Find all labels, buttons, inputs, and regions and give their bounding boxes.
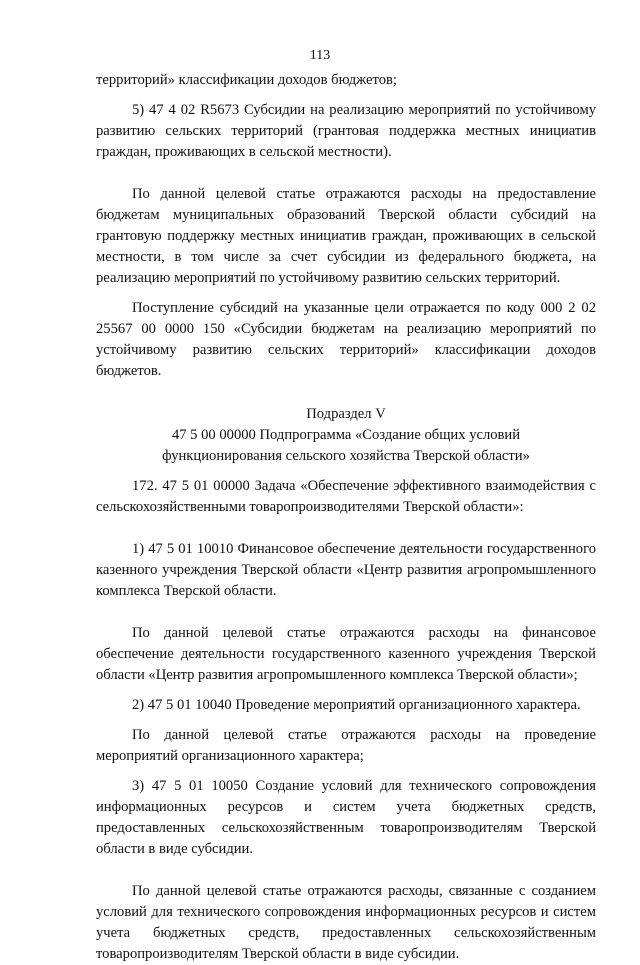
- document-body: [96, 70, 596, 965]
- subsection-title: Подраздел V: [306, 406, 386, 422]
- paragraph-expenses-technical: По данной целевой статье отражаются расходы, связанные с созданием условий для технического сопровождения информационных ресурсов и систем учета бюджетных средств, предоставленных сельскохозяйственным товаропроизводителям Тверской области в виде субсидии.: [96, 883, 596, 962]
- paragraph-task-172: 172. 47 5 01 00000 Задача «Обеспечение эффективного взаимодействия с сельскохозяйственными товаропроизводителями Тверской области»:: [96, 478, 596, 515]
- paragraph-expenses-organizational: По данной целевой статье отражаются расходы на проведение мероприятий организационного характера;: [96, 727, 596, 764]
- subsection-subprogram-cont: функционирования сельского хозяйства Тверской области»: [162, 448, 530, 464]
- paragraph-item-2: 2) 47 5 01 10040 Проведение мероприятий организационного характера.: [132, 697, 581, 713]
- paragraph-item-5: 5) 47 4 02 R5673 Субсидии на реализацию мероприятий по устойчивому развитию сельских территорий (грантовая поддержка местных инициатив граждан, проживающих в сельской местности).: [96, 102, 596, 160]
- subsection-heading: [96, 404, 596, 467]
- page-number: 113: [309, 48, 331, 63]
- paragraph-continuation: территорий» классификации доходов бюджетов;: [96, 72, 397, 88]
- paragraph-item-3: 3) 47 5 01 10050 Создание условий для технического сопровождения информационных ресурсов и систем учета бюджетных средств, предоставленных сельскохозяйственным товаропроизводителям Тверской области в виде субсидии.: [96, 778, 596, 857]
- paragraph-revenue-code: Поступление субсидий на указанные цели отражается по коду 000 2 02 25567 00 0000 150 «Субсидии бюджетам на реализацию мероприятий по устойчивому развитию сельских территорий» классификации доходов бюджетов.: [96, 300, 596, 379]
- paragraph-expenses-grants: По данной целевой статье отражаются расходы на предоставление бюджетам муниципальных образований Тверской области субсидий на грантовую поддержку местных инициатив граждан, проживающих в сельской местности, в том числе за счет субсидии из федерального бюджета, на реализацию мероприятий по устойчивому развитию сельских территорий.: [96, 186, 596, 286]
- paragraph-expenses-center: По данной целевой статье отражаются расходы на финансовое обеспечение деятельности государственного казенного учреждения Тверской области «Центр развития агропромышленного комплекса Тверской области»;: [96, 625, 596, 683]
- paragraph-item-1: 1) 47 5 01 10010 Финансовое обеспечение деятельности государственного казенного учреждения Тверской области «Центр развития агропромышленного комплекса Тверской области.: [96, 541, 596, 599]
- subsection-subprogram: 47 5 00 00000 Подпрограмма «Создание общих условий: [171, 427, 521, 443]
